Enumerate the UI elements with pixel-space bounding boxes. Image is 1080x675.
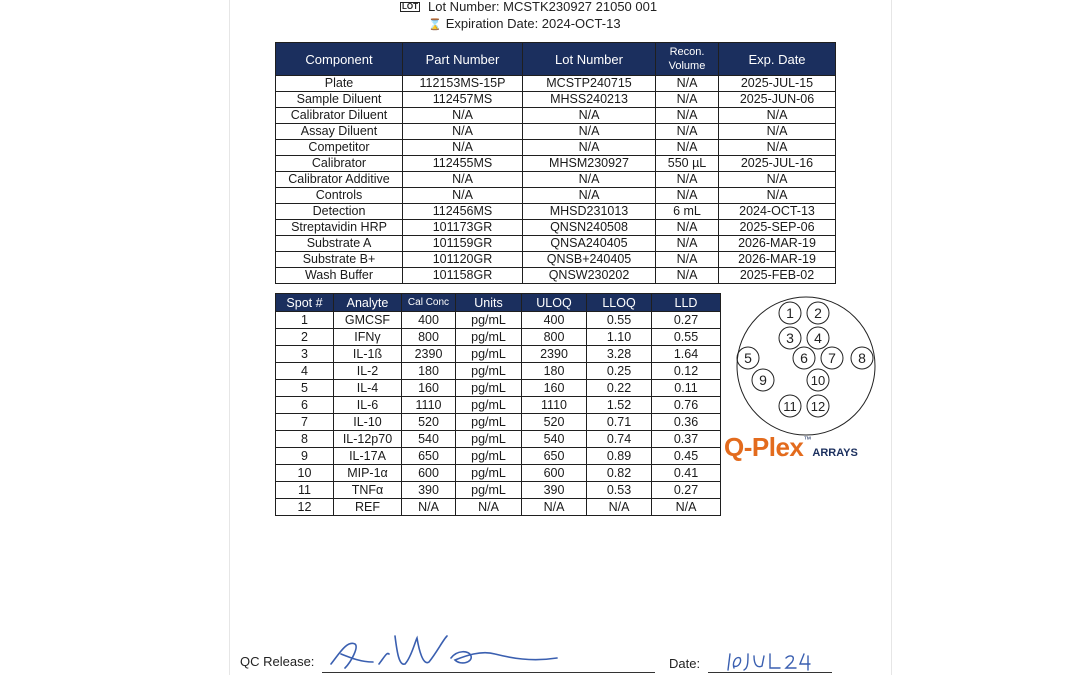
spot-cell: 0.89	[587, 448, 652, 465]
spot-cell: 800	[522, 329, 587, 346]
spots-table-body	[276, 312, 721, 516]
components-col-header: Component	[276, 43, 403, 76]
component-cell: 112456MS	[403, 204, 523, 220]
spot-9	[752, 369, 774, 391]
spot-6	[793, 347, 815, 369]
spot-cell: pg/mL	[456, 329, 522, 346]
component-cell: N/A	[523, 140, 656, 156]
component-row	[276, 156, 836, 172]
date-label: Date:	[669, 656, 701, 671]
spot-8	[851, 347, 873, 369]
spot-label: 3	[786, 330, 794, 346]
spot-cell: 520	[402, 414, 456, 431]
component-cell: Calibrator	[276, 156, 403, 172]
component-cell: N/A	[656, 140, 719, 156]
handwritten-date	[724, 648, 832, 674]
spot-label: 5	[744, 350, 752, 366]
qc-release-label: QC Release:	[240, 654, 315, 669]
component-cell: 2026-MAR-19	[719, 236, 836, 252]
spot-cell: 0.11	[652, 380, 721, 397]
spot-cell: 180	[522, 363, 587, 380]
spot-cell: 5	[276, 380, 334, 397]
spot-7	[821, 347, 843, 369]
spot-cell: 1.64	[652, 346, 721, 363]
component-cell: Sample Diluent	[276, 92, 403, 108]
spot-3	[779, 327, 801, 349]
components-table-body	[276, 76, 836, 284]
spots-col-header: Spot #	[276, 294, 334, 312]
spot-cell: 12	[276, 499, 334, 516]
spot-cell: pg/mL	[456, 363, 522, 380]
spot-cell: N/A	[402, 499, 456, 516]
spot-cell: 180	[402, 363, 456, 380]
spot-cell: MIP-1α	[334, 465, 402, 482]
component-cell: 101120GR	[403, 252, 523, 268]
component-cell: N/A	[656, 236, 719, 252]
spot-label: 7	[828, 350, 836, 366]
component-cell: Competitor	[276, 140, 403, 156]
spot-cell: 600	[402, 465, 456, 482]
component-cell: N/A	[719, 140, 836, 156]
spots-col-header: Analyte	[334, 294, 402, 312]
spots-col-header: Units	[456, 294, 522, 312]
spot-cell: pg/mL	[456, 380, 522, 397]
component-cell: N/A	[403, 124, 523, 140]
spot-cell: 650	[402, 448, 456, 465]
component-row	[276, 140, 836, 156]
component-cell: N/A	[656, 220, 719, 236]
component-cell: 2025-FEB-02	[719, 268, 836, 284]
spot-cell: IL-12p70	[334, 431, 402, 448]
lot-number-text: Lot Number: MCSTK230927 21050 001	[428, 0, 658, 14]
components-col-header: Recon. Volume	[656, 43, 719, 76]
component-cell: N/A	[656, 76, 719, 92]
spot-cell: 0.53	[587, 482, 652, 499]
component-cell: N/A	[403, 108, 523, 124]
component-cell: N/A	[523, 172, 656, 188]
spot-row	[276, 397, 721, 414]
spots-table	[275, 293, 721, 516]
spot-cell: N/A	[456, 499, 522, 516]
spot-cell: 11	[276, 482, 334, 499]
components-col-header: Part Number	[403, 43, 523, 76]
component-row	[276, 204, 836, 220]
spot-cell: N/A	[522, 499, 587, 516]
spot-2	[807, 302, 829, 324]
spot-cell: pg/mL	[456, 312, 522, 329]
spot-cell: pg/mL	[456, 431, 522, 448]
spot-cell: 520	[522, 414, 587, 431]
spot-label: 11	[783, 399, 797, 414]
component-cell: Plate	[276, 76, 403, 92]
spot-label: 6	[800, 350, 808, 366]
spot-cell: 1110	[522, 397, 587, 414]
spot-cell: TNFα	[334, 482, 402, 499]
component-cell: Calibrator Diluent	[276, 108, 403, 124]
spot-cell: 1.52	[587, 397, 652, 414]
hourglass-icon: ⌛	[428, 19, 442, 31]
spot-cell: GMCSF	[334, 312, 402, 329]
component-cell: 6 mL	[656, 204, 719, 220]
spot-cell: 400	[522, 312, 587, 329]
component-cell: Detection	[276, 204, 403, 220]
component-cell: N/A	[656, 108, 719, 124]
component-cell: 101173GR	[403, 220, 523, 236]
component-cell: N/A	[656, 252, 719, 268]
spot-cell: 2390	[402, 346, 456, 363]
spot-12	[807, 395, 829, 417]
qplex-logo	[724, 432, 858, 463]
spot-cell: pg/mL	[456, 397, 522, 414]
component-cell: QNSN240508	[523, 220, 656, 236]
component-cell: N/A	[719, 188, 836, 204]
spot-11	[779, 395, 801, 417]
components-col-header: Lot Number	[523, 43, 656, 76]
spot-cell: 800	[402, 329, 456, 346]
spot-label: 9	[759, 372, 767, 388]
component-cell: 2025-JUL-16	[719, 156, 836, 172]
spot-cell: 0.12	[652, 363, 721, 380]
component-cell: N/A	[719, 172, 836, 188]
component-cell: QNSA240405	[523, 236, 656, 252]
spot-cell: 0.36	[652, 414, 721, 431]
component-row	[276, 124, 836, 140]
component-cell: Streptavidin HRP	[276, 220, 403, 236]
spot-10	[807, 369, 829, 391]
components-col-header: Exp. Date	[719, 43, 836, 76]
component-cell: 2025-JUL-15	[719, 76, 836, 92]
component-cell: 101159GR	[403, 236, 523, 252]
component-cell: 2026-MAR-19	[719, 252, 836, 268]
spot-5	[737, 347, 759, 369]
spot-cell: 0.82	[587, 465, 652, 482]
spots-col-header: ULOQ	[522, 294, 587, 312]
spot-cell: 160	[402, 380, 456, 397]
spot-cell: 0.76	[652, 397, 721, 414]
component-cell: MHSM230927	[523, 156, 656, 172]
spot-cell: 3	[276, 346, 334, 363]
components-table	[275, 42, 836, 284]
spot-cell: pg/mL	[456, 346, 522, 363]
spot-row	[276, 414, 721, 431]
spot-cell: 390	[522, 482, 587, 499]
spot-cell: N/A	[587, 499, 652, 516]
component-row	[276, 172, 836, 188]
component-cell: 2024-OCT-13	[719, 204, 836, 220]
spot-cell: 600	[522, 465, 587, 482]
component-cell: N/A	[523, 108, 656, 124]
spot-label: 2	[814, 305, 822, 321]
spot-cell: 0.45	[652, 448, 721, 465]
spots-col-header: LLOQ	[587, 294, 652, 312]
component-cell: N/A	[656, 268, 719, 284]
spot-row	[276, 482, 721, 499]
expiration-line	[400, 15, 657, 34]
spot-cell: pg/mL	[456, 414, 522, 431]
spot-cell: pg/mL	[456, 465, 522, 482]
component-cell: 112455MS	[403, 156, 523, 172]
spots-header-row	[276, 294, 721, 312]
spot-cell: 540	[402, 431, 456, 448]
spot-cell: 400	[402, 312, 456, 329]
spot-cell: N/A	[652, 499, 721, 516]
component-cell: QNSW230202	[523, 268, 656, 284]
component-cell: 112457MS	[403, 92, 523, 108]
component-cell: 101158GR	[403, 268, 523, 284]
spot-row	[276, 499, 721, 516]
spot-cell: 0.55	[652, 329, 721, 346]
spot-cell: 650	[522, 448, 587, 465]
component-cell: N/A	[656, 188, 719, 204]
component-cell: Wash Buffer	[276, 268, 403, 284]
component-row	[276, 188, 836, 204]
component-cell: N/A	[656, 172, 719, 188]
spot-row	[276, 380, 721, 397]
spot-1	[779, 302, 801, 324]
spot-cell: IFNγ	[334, 329, 402, 346]
spot-cell: 160	[522, 380, 587, 397]
spot-cell: IL-6	[334, 397, 402, 414]
component-row	[276, 236, 836, 252]
qplex-arrays: ARRAYS	[812, 447, 858, 459]
component-cell: MHSD231013	[523, 204, 656, 220]
spot-cell: IL-4	[334, 380, 402, 397]
component-cell: Substrate A	[276, 236, 403, 252]
spot-4	[807, 327, 829, 349]
component-cell: N/A	[719, 108, 836, 124]
spot-label: 8	[858, 350, 866, 366]
component-row	[276, 268, 836, 284]
spot-cell: pg/mL	[456, 448, 522, 465]
spot-layout-diagram	[732, 296, 880, 436]
spot-cell: 390	[402, 482, 456, 499]
spot-row	[276, 465, 721, 482]
spot-cell: 0.27	[652, 482, 721, 499]
spot-cell: 2390	[522, 346, 587, 363]
spot-cell: 0.74	[587, 431, 652, 448]
components-header-row	[276, 43, 836, 76]
component-cell: N/A	[719, 124, 836, 140]
spot-cell: IL-2	[334, 363, 402, 380]
component-row	[276, 220, 836, 236]
component-cell: MCSTP240715	[523, 76, 656, 92]
spot-cell: pg/mL	[456, 482, 522, 499]
spot-cell: 4	[276, 363, 334, 380]
spot-cell: IL-17A	[334, 448, 402, 465]
spot-cell: 0.27	[652, 312, 721, 329]
component-cell: 112153MS-15P	[403, 76, 523, 92]
component-cell: Substrate B+	[276, 252, 403, 268]
spot-cell: 1	[276, 312, 334, 329]
lot-number-line	[400, 0, 657, 15]
lot-icon: LOT	[402, 2, 418, 11]
component-cell: N/A	[656, 124, 719, 140]
spot-row	[276, 363, 721, 380]
component-cell: N/A	[403, 140, 523, 156]
component-cell: 2025-JUN-06	[719, 92, 836, 108]
component-cell: N/A	[656, 92, 719, 108]
qc-release-signature	[325, 628, 575, 675]
spot-row	[276, 329, 721, 346]
component-cell: N/A	[403, 172, 523, 188]
component-row	[276, 92, 836, 108]
component-cell: Calibrator Additive	[276, 172, 403, 188]
spot-cell: 1110	[402, 397, 456, 414]
spot-cell: 3.28	[587, 346, 652, 363]
spot-cell: 6	[276, 397, 334, 414]
spot-row	[276, 431, 721, 448]
spot-cell: 7	[276, 414, 334, 431]
spot-row	[276, 346, 721, 363]
component-cell: 2025-SEP-06	[719, 220, 836, 236]
component-row	[276, 252, 836, 268]
spot-cell: 10	[276, 465, 334, 482]
qplex-trademark: ™	[803, 435, 812, 444]
component-cell: Controls	[276, 188, 403, 204]
spot-cell: 0.25	[587, 363, 652, 380]
spots-col-header: LLD	[652, 294, 721, 312]
component-row	[276, 108, 836, 124]
spot-label: 4	[814, 330, 822, 346]
spot-label: 10	[810, 373, 826, 388]
spot-cell: 0.22	[587, 380, 652, 397]
expiration-text: Expiration Date: 2024-OCT-13	[445, 16, 621, 31]
spot-cell: REF	[334, 499, 402, 516]
spot-cell: IL-1ß	[334, 346, 402, 363]
spot-cell: 0.41	[652, 465, 721, 482]
spot-cell: 0.71	[587, 414, 652, 431]
spots-col-header: Cal Conc	[402, 294, 456, 312]
component-cell: N/A	[523, 188, 656, 204]
spot-cell: 0.55	[587, 312, 652, 329]
spot-label: 1	[786, 305, 794, 321]
component-cell: N/A	[523, 124, 656, 140]
spot-label: 12	[810, 399, 826, 414]
component-cell: QNSB+240405	[523, 252, 656, 268]
spot-cell: 0.37	[652, 431, 721, 448]
spot-cell: 9	[276, 448, 334, 465]
component-row	[276, 76, 836, 92]
component-cell: N/A	[403, 188, 523, 204]
kit-header	[400, 0, 657, 34]
component-cell: 550 µL	[656, 156, 719, 172]
spot-cell: 2	[276, 329, 334, 346]
spot-cell: 540	[522, 431, 587, 448]
spot-row	[276, 312, 721, 329]
component-cell: MHSS240213	[523, 92, 656, 108]
spot-row	[276, 448, 721, 465]
spot-cell: 8	[276, 431, 334, 448]
spot-cell: 1.10	[587, 329, 652, 346]
component-cell: Assay Diluent	[276, 124, 403, 140]
spot-cell: IL-10	[334, 414, 402, 431]
qplex-brand: Q-Plex	[724, 432, 804, 462]
